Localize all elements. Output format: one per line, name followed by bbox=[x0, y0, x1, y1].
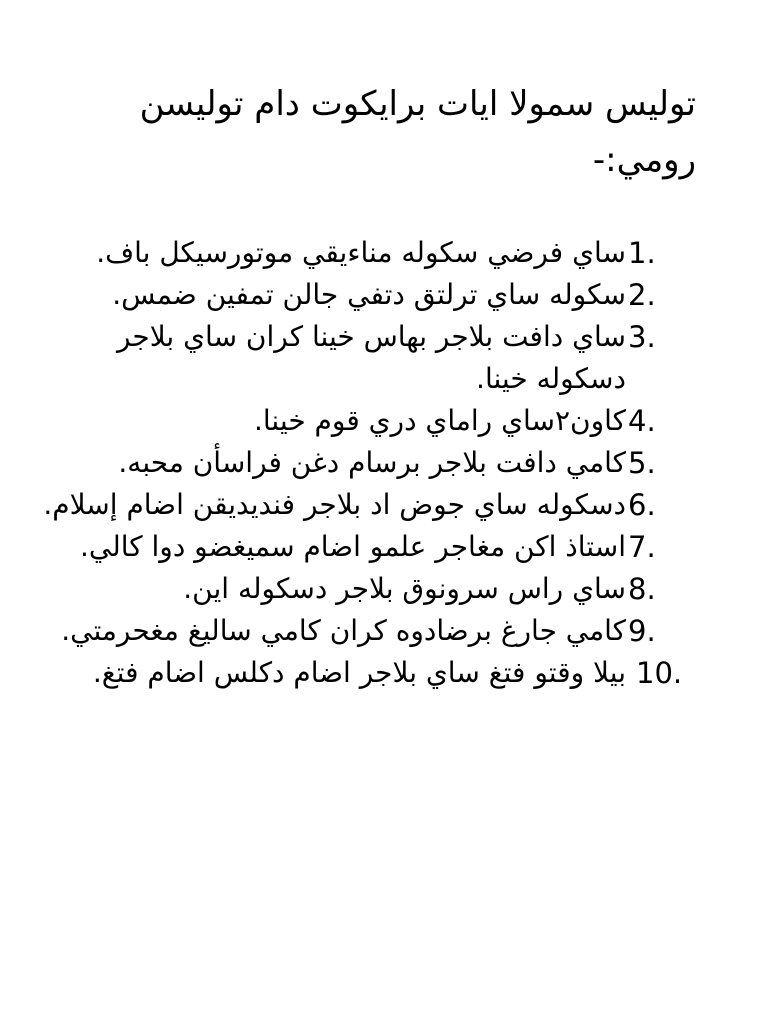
item-text: بيلا وقتو فتغ ساي بلاجر اضام دكلس اضام فتغ. bbox=[92, 656, 626, 689]
item-number: 9. bbox=[628, 614, 656, 648]
item-text: كاون٢ساي راماي دري قوم خينا. bbox=[254, 404, 626, 437]
item-number: 2. bbox=[628, 278, 656, 312]
item-text: دسكوله ساي جوض اد بلاجر فنديديقن اضام إسلام. bbox=[43, 488, 626, 521]
list-item bbox=[38, 610, 678, 652]
item-text: ساي راس سرونوق بلاجر دسكوله اين. bbox=[183, 572, 626, 605]
item-text: استاذ اكن مغاجر علمو اضام سميغضو دوا كالي. bbox=[79, 530, 626, 563]
item-number: 5. bbox=[628, 446, 656, 480]
item-text: ساي دافت بلاجر بهاس خينا كران ساي بلاجر دسكوله خينا. bbox=[116, 320, 626, 395]
item-number: 6. bbox=[628, 488, 656, 522]
document-title: توليس سمولا ايات برايكوت دام توليسن رومي:- bbox=[139, 84, 696, 180]
sentence-list bbox=[38, 232, 683, 694]
list-item bbox=[38, 442, 678, 484]
list-item bbox=[38, 526, 678, 568]
item-number: 3. bbox=[628, 320, 656, 354]
item-number: 8. bbox=[628, 572, 656, 606]
list-item bbox=[38, 274, 678, 316]
list-item bbox=[38, 316, 678, 400]
list-item bbox=[38, 232, 678, 274]
list-item bbox=[38, 568, 678, 610]
item-text: كامي دافت بلاجر برسام دغن فراسأن محبه. bbox=[118, 446, 626, 479]
item-number: 4. bbox=[628, 404, 656, 438]
item-text: كامي جارغ برضادوه كران كامي ساليغ مغحرمتي. bbox=[61, 614, 626, 647]
list-item bbox=[38, 484, 678, 526]
item-text: ساي فرضي سكوله مناءيقي موتورسيكل باف. bbox=[96, 236, 626, 269]
list-item bbox=[38, 400, 678, 442]
item-number: 10. bbox=[636, 656, 683, 690]
item-text: سكوله ساي ترلتق دتفي جالن تمفين ضمس. bbox=[112, 278, 626, 311]
list-item bbox=[38, 652, 683, 694]
item-number: 1. bbox=[628, 236, 656, 270]
item-number: 7. bbox=[628, 530, 656, 564]
